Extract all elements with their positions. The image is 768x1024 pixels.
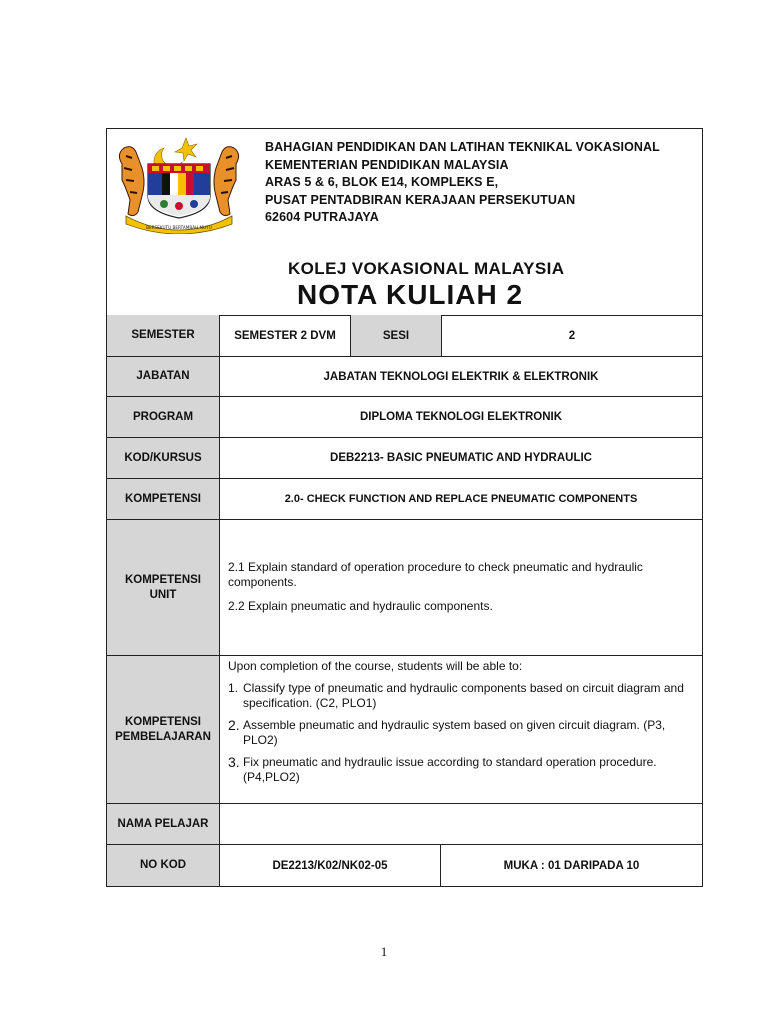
page-number: 1 bbox=[380, 944, 388, 959]
value-kod-kursus: DEB2213- BASIC PNEUMATIC AND HYDRAULIC bbox=[330, 452, 592, 464]
plo-item-number: 2. bbox=[228, 717, 240, 733]
college-name: KOLEJ VOKASIONAL MALAYSIA bbox=[288, 259, 565, 278]
agency-line: PUSAT PENTADBIRAN KERAJAAN PERSEKUTUAN bbox=[265, 192, 576, 207]
agency-line: 62604 PUTRAJAYA bbox=[265, 210, 379, 224]
plo-intro: Upon completion of the course, students will be able to: bbox=[228, 659, 523, 673]
right-tiger bbox=[214, 147, 239, 216]
row-nama-pelajar bbox=[107, 804, 702, 845]
plo-item-number: 3. bbox=[228, 754, 240, 770]
agency-line: BAHAGIAN PENDIDIKAN DAN LATIHAN TEKNIKAL VOKASIONAL bbox=[265, 140, 660, 154]
plo-item-text: Classify type of pneumatic and hydraulic components based on circuit diagram and specification. (C2, PLO1) bbox=[243, 681, 684, 710]
row-semester bbox=[107, 315, 702, 357]
row-no-kod bbox=[107, 845, 702, 886]
value-muka: MUKA : 01 DARIPADA 10 bbox=[503, 859, 640, 872]
document-frame bbox=[106, 128, 703, 887]
coat-of-arms-emblem bbox=[112, 134, 246, 234]
value-kompetensi: 2.0- CHECK FUNCTION AND REPLACE PNEUMATIC COMPONENTS bbox=[284, 493, 638, 505]
plo-item-text: Fix pneumatic and hydraulic issue according to standard operation procedure. (P4,PLO2) bbox=[243, 755, 657, 784]
left-tiger bbox=[119, 147, 144, 216]
label-kompetensi-unit-line1: KOMPETENSI bbox=[124, 573, 202, 586]
value-sesi: 2 bbox=[568, 329, 576, 342]
label-semester: SEMESTER bbox=[107, 315, 220, 356]
value-semester: SEMESTER 2 DVM bbox=[234, 329, 336, 342]
agency-line: KEMENTERIAN PENDIDIKAN MALAYSIA bbox=[265, 157, 509, 172]
plo-item-text: Assemble pneumatic and hydraulic system based on given circuit diagram. (P3, PLO2) bbox=[243, 718, 666, 747]
row-jabatan bbox=[107, 357, 702, 397]
label-no-kod: NO KOD bbox=[107, 845, 220, 886]
row-kompetensi-unit bbox=[107, 520, 702, 656]
label-kompetensi-pembelajaran bbox=[107, 656, 220, 803]
row-kompetensi bbox=[107, 479, 702, 520]
document-header bbox=[107, 129, 702, 316]
kompetensi-unit-content bbox=[220, 520, 702, 655]
label-kompetensi-unit bbox=[107, 520, 220, 655]
label-nama-pelajar: NAMA PELAJAR bbox=[107, 804, 220, 844]
label-program: PROGRAM bbox=[107, 397, 220, 437]
value-nama-pelajar bbox=[220, 804, 702, 844]
value-no-kod: DE2213/K02/NK02-05 bbox=[220, 845, 441, 886]
label-sesi: SESI bbox=[350, 315, 442, 356]
label-kompetensi-unit-line2: UNIT bbox=[149, 588, 177, 601]
plo-list bbox=[228, 681, 694, 785]
plo-item bbox=[228, 718, 694, 748]
plo-item bbox=[228, 681, 694, 711]
row-kod-kursus bbox=[107, 438, 702, 479]
unit-item: 2.2 Explain pneumatic and hydraulic components. bbox=[228, 599, 493, 613]
crest-motto: BERSEKUTU BERTAMBAH MUTU bbox=[146, 225, 212, 230]
row-kompetensi-pembelajaran bbox=[107, 656, 702, 804]
value-program: DIPLOMA TEKNOLOGI ELEKTRONIK bbox=[359, 411, 563, 423]
label-kod-kursus: KOD/KURSUS bbox=[107, 438, 220, 478]
label-jabatan: JABATAN bbox=[107, 357, 220, 396]
row-program bbox=[107, 397, 702, 438]
plo-item-number: 1. bbox=[228, 681, 239, 695]
agency-address bbox=[265, 139, 660, 227]
label-kompetensi-pembelajaran-line2: PEMBELAJARAN bbox=[115, 730, 211, 743]
unit-item: 2.1 Explain standard of operation procedure to check pneumatic and hydraulic components. bbox=[228, 560, 643, 589]
label-kompetensi: KOMPETENSI bbox=[107, 479, 220, 519]
note-title: NOTA KULIAH 2 bbox=[297, 279, 524, 310]
agency-line: ARAS 5 & 6, BLOK E14, KOMPLEKS E, bbox=[265, 175, 499, 189]
plo-item bbox=[228, 755, 694, 785]
value-jabatan: JABATAN TEKNOLOGI ELEKTRIK & ELEKTRONIK bbox=[323, 370, 599, 383]
shield bbox=[148, 164, 210, 218]
kompetensi-pembelajaran-content bbox=[220, 656, 702, 803]
label-kompetensi-pembelajaran-line1: KOMPETENSI bbox=[124, 715, 202, 728]
